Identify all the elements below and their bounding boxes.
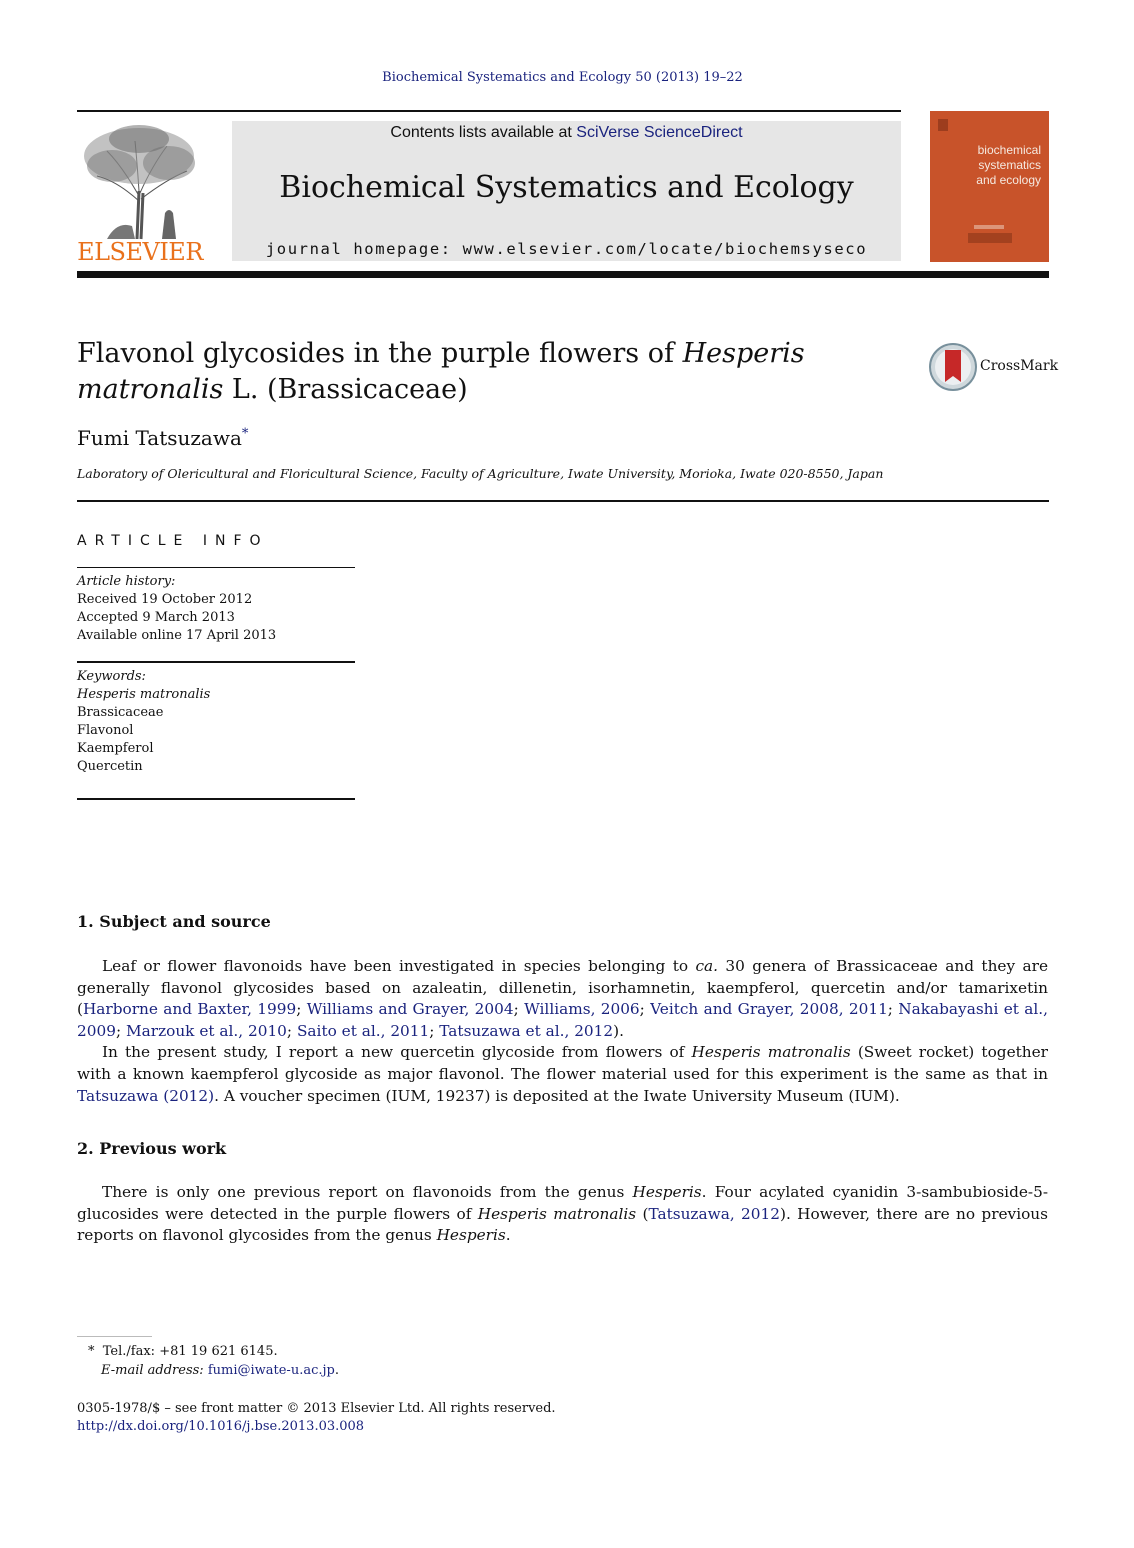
reference-link[interactable]: Tatsuzawa et al., 2012	[439, 1021, 614, 1040]
title-part-1: Flavonol glycosides in the purple flowers of	[77, 338, 683, 369]
section-2-heading: 2. Previous work	[77, 1139, 227, 1158]
text-run: In the present study, I report a new quercetin glycoside from flowers of	[102, 1043, 692, 1062]
section-1-body	[77, 956, 1048, 1107]
keyword-item: Flavonol	[77, 723, 134, 738]
crossmark-icon[interactable]	[928, 342, 978, 392]
reference-link[interactable]: Nakabayashi et al., 2009	[77, 1000, 1048, 1040]
keyword-item: Quercetin	[77, 759, 143, 774]
history-online: Available online 17 April 2013	[77, 628, 277, 643]
footnote-rule	[77, 1336, 152, 1337]
text-run: Hesperis matronalis	[477, 1204, 637, 1223]
journal-title: Biochemical Systematics and Ecology	[279, 170, 854, 205]
text-run: .	[505, 1226, 511, 1245]
email-label: E-mail address:	[101, 1363, 208, 1378]
history-accepted: Accepted 9 March 2013	[77, 610, 235, 625]
email-link[interactable]: fumi@iwate-u.ac.jp	[207, 1363, 335, 1378]
author-footnote-mark[interactable]: *	[241, 426, 249, 442]
text-run: (	[636, 1204, 649, 1223]
title-part-2: L. (Brassicaceae)	[223, 374, 468, 405]
crossmark-label[interactable]: CrossMark	[980, 358, 1059, 374]
reference-link[interactable]: Harborne and Baxter, 1999	[82, 1000, 297, 1019]
text-run: . A voucher specimen (IUM, 19237) is deposited at the Iwate University Museum (IUM).	[214, 1086, 900, 1105]
paragraph: Leaf or flower flavonoids have been investigated in species belonging to ca. 30 genera of Brassicaceae and they are generally flavonol glycosides based on azaleatin, dillenetin, isorhamnetin, kaempferol, quercetin and/or tamarixetin (Harborne and Baxter, 1999; Williams and Grayer, 2004; Williams, 2006; Veitch and Grayer, 2008, 2011; Nakabayashi et al., 2009; Marzouk et al., 2010; Saito et al., 2011; Tatsuzawa et al., 2012).	[77, 957, 1048, 1040]
text-run: ). However, there are no previous reports on flavonol glycosides from the genus	[77, 1204, 1049, 1245]
article-info-rule	[77, 567, 355, 568]
keywords-label: Keywords:	[77, 669, 146, 684]
footnote-tel: Tel./fax: +81 19 621 6145.	[102, 1344, 278, 1359]
elsevier-wordmark: ELSEVIER	[77, 238, 203, 266]
title-bottom-rule	[77, 500, 1049, 502]
history-received: Received 19 October 2012	[77, 592, 253, 607]
keyword-item: Kaempferol	[77, 741, 154, 756]
text-run: There is only one previous report on flavonoids from the genus	[102, 1183, 633, 1201]
author-name	[77, 426, 248, 450]
reference-link[interactable]: Tatsuzawa, 2012	[648, 1204, 780, 1223]
author-affiliation: Laboratory of Olericultural and Floricultural Science, Faculty of Agriculture, Iwate University, Morioka, Iwate 020-8550, Japan	[77, 466, 884, 481]
copyright-block	[77, 1400, 556, 1436]
reference-link[interactable]: Saito et al., 2011	[296, 1021, 430, 1040]
reference-link[interactable]: Tatsuzawa (2012)	[77, 1086, 215, 1105]
text-run: Hesperis matronalis	[691, 1043, 851, 1062]
reference-link[interactable]: Williams and Grayer, 2004	[306, 1000, 514, 1019]
text-run: Leaf or flower flavonoids have been investigated in species belonging to	[102, 957, 696, 975]
history-label: Article history:	[77, 574, 176, 589]
section-1-heading: 1. Subject and source	[77, 912, 271, 931]
header-bottom-rule	[77, 271, 1049, 278]
contents-prefix: Contents lists available at	[390, 124, 577, 141]
reference-link[interactable]: Marzouk et al., 2010	[125, 1021, 287, 1040]
article-info-heading: ARTICLE INFO	[77, 533, 269, 549]
journal-citation[interactable]: Biochemical Systematics and Ecology 50 (2013) 19–22	[382, 70, 743, 85]
doi-link[interactable]: http://dx.doi.org/10.1016/j.bse.2013.03.008	[77, 1419, 365, 1434]
title-species: matronalis	[77, 374, 224, 405]
text-run: . Four acylated cyanidin 3-sambubioside-5-glucosides were detected in the purple flowers of	[77, 1183, 1048, 1223]
keyword-item: Brassicaceae	[77, 705, 164, 720]
paragraph	[77, 1042, 1048, 1107]
email-end: .	[334, 1363, 339, 1378]
issn-copyright: 0305-1978/$ – see front matter © 2013 Elsevier Ltd. All rights reserved.	[77, 1401, 556, 1416]
journal-homepage[interactable]: journal homepage: www.elsevier.com/locate/biochemsyseco	[265, 240, 868, 258]
text-run: ca.	[695, 957, 719, 975]
keywords-rule	[77, 661, 355, 663]
paragraph	[77, 1182, 1048, 1247]
keyword-item: Hesperis matronalis	[77, 687, 211, 702]
author-text: Fumi Tatsuzawa	[77, 426, 242, 450]
author-footnote	[88, 1342, 339, 1380]
contents-line	[232, 124, 901, 142]
cover-title: biochemical systematics and ecology	[976, 143, 1041, 187]
reference-link[interactable]: Williams, 2006	[524, 1000, 640, 1019]
article-title	[77, 336, 907, 408]
section-2-body	[77, 1182, 1048, 1247]
reference-link[interactable]: Veitch and Grayer, 2008, 2011	[650, 1000, 888, 1019]
footnote-mark: *	[88, 1344, 95, 1359]
text-run: (Sweet rocket) together with a known kaempferol glycoside as major flavonol. The flower material used for this experiment is the same as that in	[77, 1043, 1048, 1083]
article-history	[77, 573, 276, 645]
text-run: Hesperis	[436, 1226, 506, 1245]
title-genus: Hesperis	[682, 338, 805, 369]
article-info-bottom-rule	[77, 798, 355, 800]
text-run: ).	[613, 1021, 624, 1040]
keywords-block	[77, 668, 210, 776]
sciencedirect-link[interactable]: SciVerse ScienceDirect	[576, 124, 743, 141]
text-run: 30 genera of Brassicaceae and they are generally flavonol glycosides based on azaleatin, dillenetin, isorhamnetin, kaempferol, quercetin and/or tamarixetin (	[77, 957, 1048, 1019]
text-run: Hesperis	[632, 1183, 702, 1201]
header-top-rule	[77, 110, 901, 112]
